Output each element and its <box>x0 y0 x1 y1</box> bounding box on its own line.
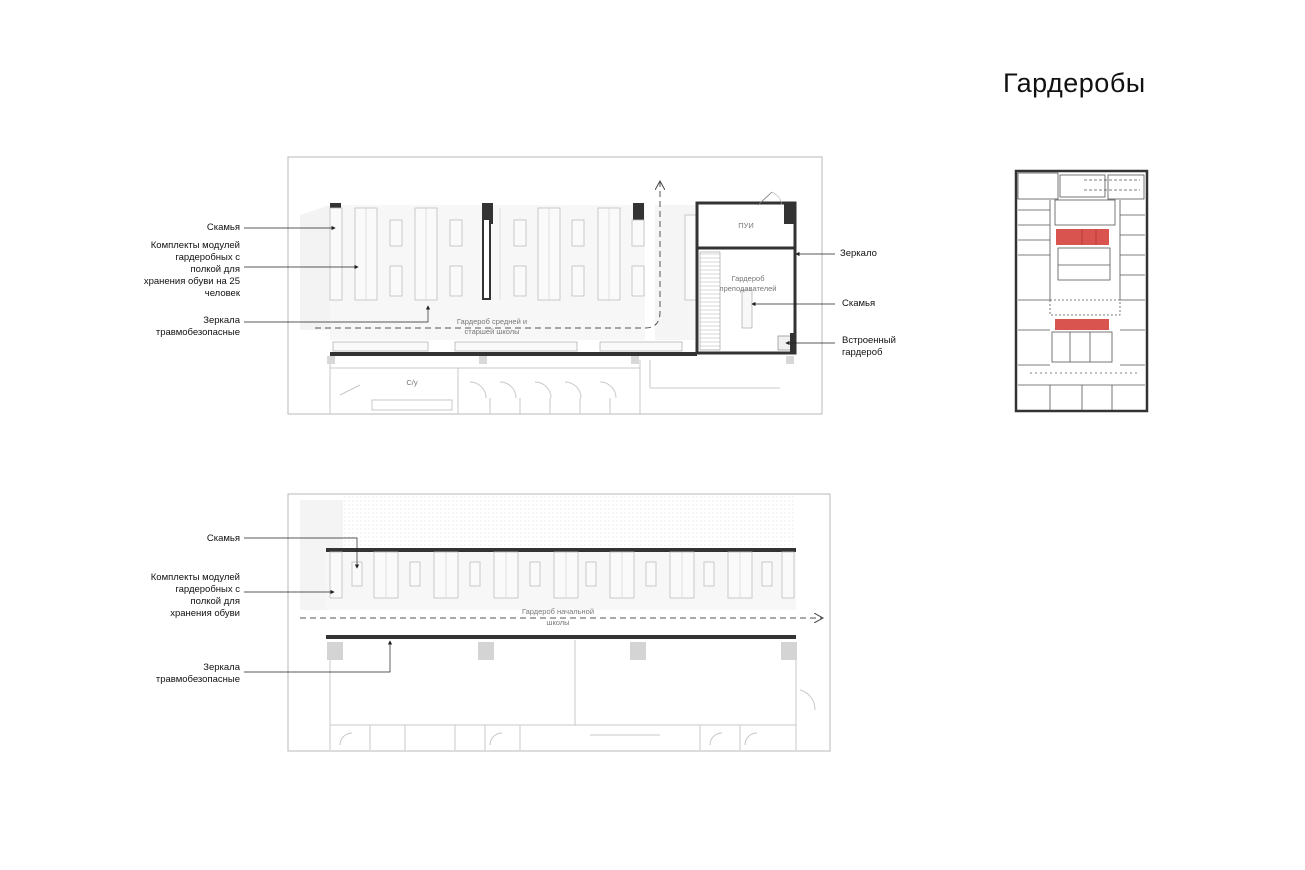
top-label-mirrors-line1: Зеркала <box>203 315 240 326</box>
top-label-bench: Скамья <box>206 222 240 233</box>
top-plan <box>244 157 835 414</box>
bottom-label-mirrors-line1: Зеркала <box>203 662 240 673</box>
top-label-modules-line3: полкой для <box>190 264 240 275</box>
room-text-primary-2: школы <box>546 618 570 627</box>
bottom-label-modules-line4: хранения обуви <box>170 608 240 619</box>
top-label-bench-right: Скамья <box>842 298 876 309</box>
top-label-builtin-line1: Встроенный <box>842 335 896 346</box>
top-label-builtin-line2: гардероб <box>842 347 883 358</box>
bottom-label-modules-line1: Комплекты модулей <box>150 572 240 583</box>
room-text-primary-1: Гардероб начальной <box>521 607 595 616</box>
bottom-label-modules-line2: гардеробных с <box>175 584 240 595</box>
bottom-label-mirrors-line2: травмобезопасные <box>155 674 240 685</box>
bottom-label-bench: Скамья <box>206 533 240 544</box>
room-text-pui: ПУИ <box>738 221 754 230</box>
room-text-main-2: старшей школы <box>464 327 520 336</box>
bottom-label-modules-line3: полкой для <box>190 596 240 607</box>
room-text-teachers-1: Гардероб <box>731 274 765 283</box>
page-title: Гардеробы <box>1003 68 1146 98</box>
key-plan-highlight-lower <box>1055 319 1109 330</box>
top-label-modules-line5: человек <box>204 288 240 299</box>
room-text-wc: С/у <box>406 378 418 387</box>
top-label-modules-line2: гардеробных с <box>175 252 240 263</box>
top-label-mirror-right: Зеркало <box>840 248 877 259</box>
top-label-mirrors-line2: травмобезопасные <box>155 327 240 338</box>
top-label-modules-line4: хранения обуви на 25 <box>143 276 240 287</box>
bottom-plan <box>244 494 830 751</box>
room-text-teachers-2: преподавателей <box>719 284 777 293</box>
room-text-main-1: Гардероб средней и <box>456 317 528 326</box>
top-label-modules-line1: Комплекты модулей <box>150 240 240 251</box>
key-plan <box>1016 171 1147 411</box>
key-plan-highlight-upper <box>1056 229 1109 245</box>
